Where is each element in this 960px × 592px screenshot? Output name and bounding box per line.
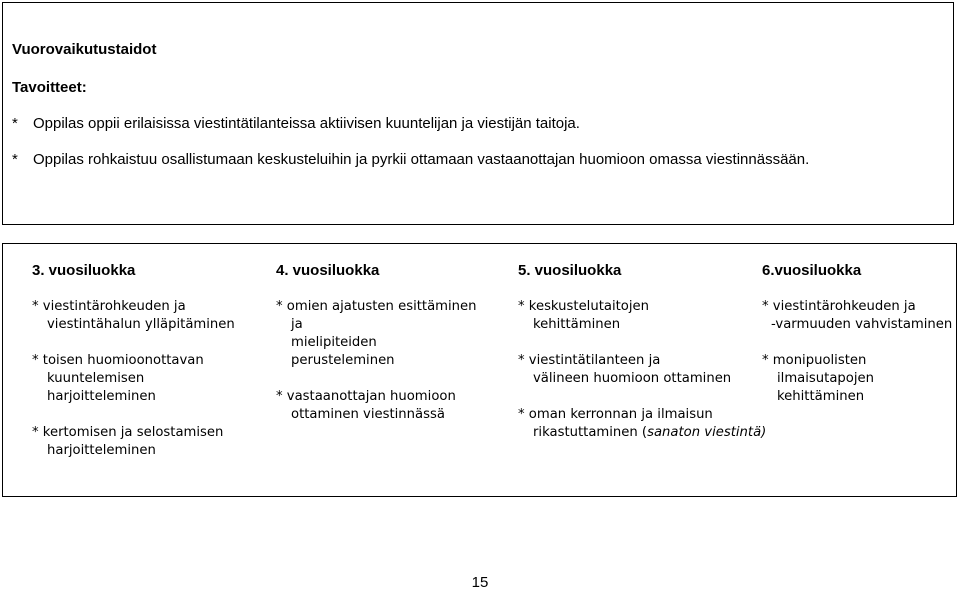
page-number	[0, 574, 960, 592]
item-line: * omien ajatusten esittäminen	[276, 299, 477, 314]
item-line-italic: sanaton viestintä)	[647, 425, 767, 440]
goal-bullet: *	[12, 151, 18, 168]
item-line: * viestintärohkeuden ja	[762, 299, 916, 314]
grade-heading: 4. vuosiluokka	[276, 262, 380, 279]
item-line: * viestintärohkeuden ja	[32, 299, 186, 314]
grade-item	[32, 298, 242, 334]
item-line: kehittäminen	[777, 389, 865, 404]
item-line: mielipiteiden	[291, 335, 377, 350]
grade-item	[762, 352, 960, 406]
item-line: kuuntelemisen	[47, 371, 145, 386]
item-line: * kertomisen ja selostamisen	[32, 425, 224, 440]
grade-item	[32, 424, 242, 460]
objectives-box	[2, 2, 954, 225]
section-title: Vuorovaikutustaidot	[12, 41, 157, 58]
goal-text: Oppilas rohkaistuu osallistumaan keskusteluihin ja pyrkii ottamaan vastaanottajan huomioon omassa viestinnässään.	[33, 151, 810, 168]
item-line: * vastaanottajan huomioon	[276, 389, 456, 404]
item-line: * oman kerronnan ja ilmaisun	[518, 407, 713, 422]
item-line-part: rikastuttaminen (	[533, 425, 648, 440]
grade-column-4	[276, 262, 477, 422]
item-line: perusteleminen	[291, 353, 395, 368]
grade-item	[32, 352, 242, 406]
grade-column-6	[762, 262, 953, 404]
item-line: * viestintätilanteen ja	[518, 353, 661, 368]
item-line: * keskustelutaitojen	[518, 299, 649, 314]
grade-item	[276, 298, 486, 370]
item-line: harjoitteleminen	[47, 389, 156, 404]
goal-item	[12, 151, 809, 169]
grade-heading: 3. vuosiluokka	[32, 262, 136, 279]
item-line: harjoitteleminen	[47, 443, 156, 458]
goal-text: Oppilas oppii erilaisissa viestintätilanteissa aktiivisen kuuntelijan ja viestijän taitoja.	[33, 115, 580, 132]
grade-item	[762, 298, 960, 334]
grade-item	[518, 352, 732, 388]
grade-column-5	[518, 262, 767, 440]
grade-item	[276, 388, 486, 424]
item-line: -varmuuden vahvistaminen	[771, 317, 953, 332]
item-line: ottaminen viestinnässä	[291, 407, 445, 422]
goal-item	[12, 115, 580, 133]
grade-levels-box	[2, 243, 957, 497]
grade-column-3	[32, 262, 235, 458]
page-number-text: 15	[471, 574, 489, 591]
item-line	[518, 424, 767, 442]
grade-heading: 5. vuosiluokka	[518, 262, 622, 279]
item-line: viestintähalun ylläpitäminen	[47, 317, 235, 332]
item-line: ja	[291, 317, 303, 332]
grade-heading: 6.vuosiluokka	[762, 262, 862, 279]
grade-item	[518, 406, 767, 442]
item-line: ilmaisutapojen	[777, 371, 874, 386]
grade-item	[518, 298, 728, 334]
item-line: * toisen huomioonottavan	[32, 353, 204, 368]
item-line: välineen huomioon ottaminen	[533, 371, 732, 386]
item-line: * monipuolisten	[762, 353, 867, 368]
goal-bullet: *	[12, 115, 18, 132]
goals-label: Tavoitteet:	[12, 79, 87, 96]
item-line: kehittäminen	[533, 317, 621, 332]
